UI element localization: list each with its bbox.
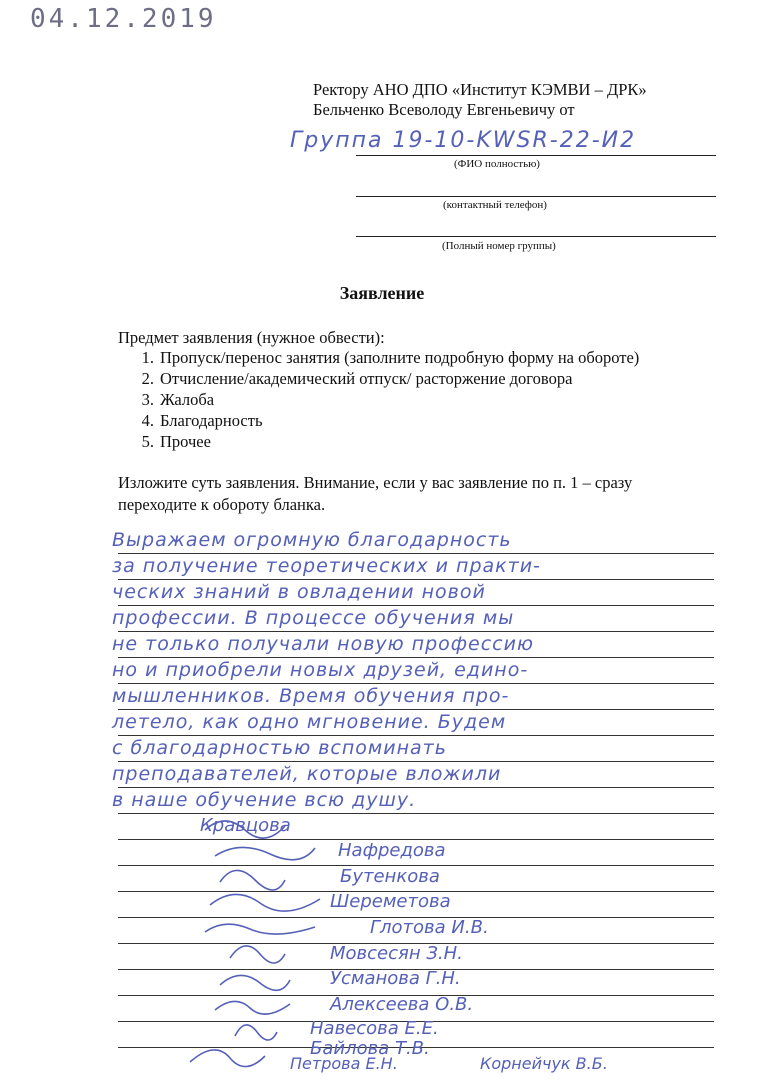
ruled-line [118,813,714,814]
ruled-line [118,683,714,684]
handwritten-body-line: Выражаем огромную благодарность [112,529,512,551]
scribble-mark [205,924,315,934]
phone-field-caption: (контактный телефон) [443,199,547,211]
option-item: 3. Жалоба [141,390,215,409]
signature: Бутенкова [340,866,440,887]
ruled-line [118,605,714,606]
subject-options [118,347,639,452]
scribble-mark [190,1050,265,1067]
scribble-mark [235,1025,277,1040]
scribble-mark [215,847,315,859]
handwritten-body-line: за получение теоретических и практи- [112,555,541,577]
subject-label: Предмет заявления (нужное обвести): [118,328,385,347]
scribble-mark [215,1001,290,1014]
group-field-caption: (Полный номер группы) [442,240,556,252]
signature: Кравцова [200,815,291,836]
handwritten-body-line: мышленников. Время обучения про- [112,685,510,707]
ruled-line [118,657,714,658]
handwritten-body-line: но и приобрели новых друзей, едино- [112,659,529,681]
signature: Байлова Т.В. [310,1038,430,1059]
name-field-caption: (ФИО полностью) [454,158,540,170]
signature: Глотова И.В. [370,917,489,938]
name-field-value: Группа 19-10-KWSR-22-И2 [290,128,637,153]
handwritten-body-line: не только получали новую профессию [112,633,534,655]
instruction-text: Изложите суть заявления. Внимание, если у вас заявление по п. 1 – сразу переходите к обороту бланка. [118,473,633,514]
signature: Нафредова [338,840,446,861]
option-item: 1. Пропуск/перенос занятия (заполните подробную форму на обороте) [141,348,640,367]
signature: Мовсесян З.Н. [330,943,463,964]
name-field-line [356,155,716,156]
signature: Шереметова [330,891,451,912]
ruled-line [118,709,714,710]
ruled-line [118,735,714,736]
signature: Петрова Е.Н. [290,1054,398,1073]
signature: Алексеева О.В. [330,994,474,1015]
addressee-line-2: Бельченко Всеволоду Евгеньевичу от [313,100,575,119]
option-item: 4. Благодарность [141,411,263,430]
addressee-line-1: Ректору АНО ДПО «Институт КЭМВИ – ДРК» [313,80,647,99]
scribble-mark [220,870,285,890]
signature: Корнейчук В.Б. [480,1054,608,1073]
document-title: Заявление [339,283,425,303]
ruled-line [118,631,714,632]
ruled-line [118,579,714,580]
handwritten-body-line: в наше обучение всю душу. [112,789,417,811]
handwritten-body-line: преподавателей, которые вложили [112,763,502,785]
ruled-line [118,787,714,788]
scribble-mark [230,946,285,963]
group-field-line [356,236,716,237]
handwritten-body-line: профессии. В процессе обучения мы [112,607,515,629]
ruled-line [118,761,714,762]
option-item: 2. Отчисление/академический отпуск/ расторжение договора [141,369,573,388]
scribble-mark [210,894,320,911]
phone-field-line [356,196,716,197]
handwritten-body-line: ческих знаний в овладении новой [112,581,486,603]
handwritten-body-line: летело, как одно мгновение. Будем [112,711,507,733]
signature: Навесова Е.Е. [310,1018,439,1039]
scribble-mark [220,975,290,990]
ruled-line [118,553,714,554]
option-item: 5. Прочее [141,432,211,451]
handwritten-body-line: с благодарностью вспоминать [112,737,447,759]
date-handwritten: 04.12.2019 [30,4,217,34]
signature: Усманова Г.Н. [330,968,461,989]
